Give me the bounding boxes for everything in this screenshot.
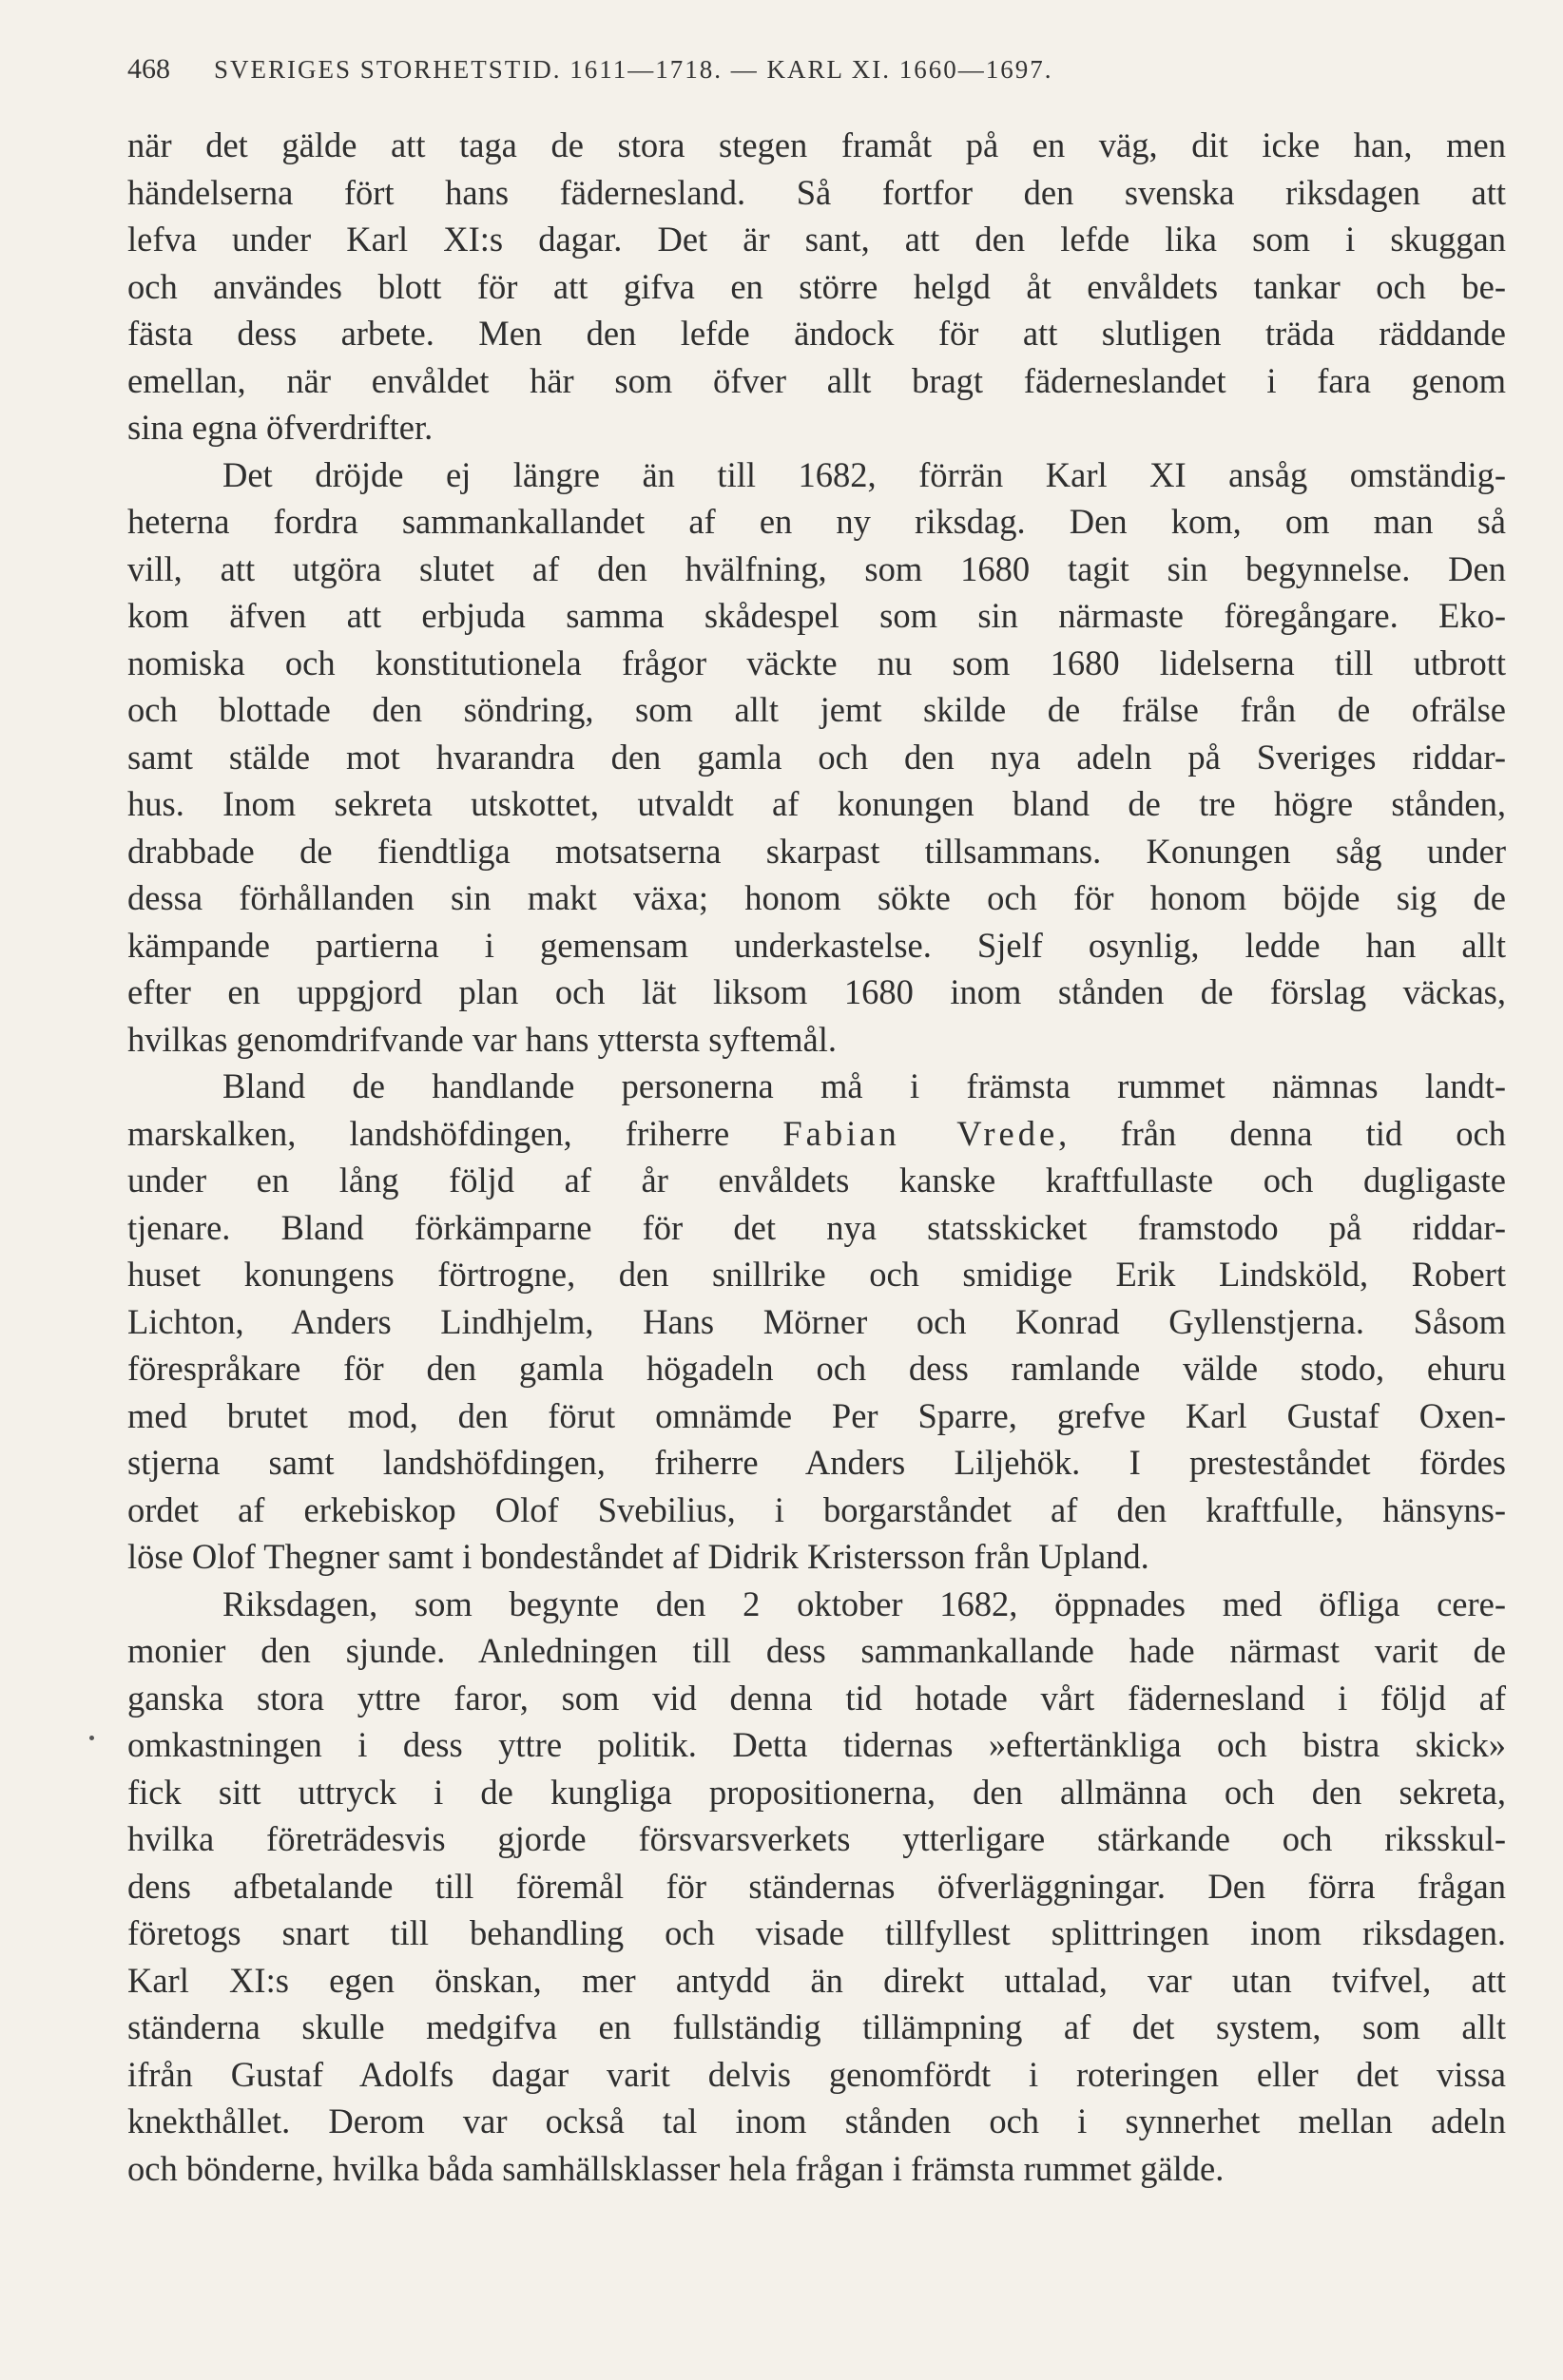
text-line: och bönderne, hvilka båda samhällsklasser hela frågan i främsta rummet gälde. <box>127 2148 1225 2188</box>
text-line: knekthållet. Derom var också tal inom stånden och i synnerhet mellan adeln <box>127 2102 1506 2140</box>
running-head <box>127 53 1458 86</box>
text-line: efter en uppgjord plan och lät liksom 1680 inom stånden de förslag väckas, <box>127 972 1506 1011</box>
text-line: hvilkas genomdrifvande var hans yttersta syftemål. <box>127 1019 838 1059</box>
page-number: 468 <box>127 53 170 85</box>
text-line: företogs snart till behandling och visade tillfyllest splittringen inom riksdagen. <box>127 1913 1506 1952</box>
margin-mark <box>89 1736 94 1740</box>
text-line: Karl XI:s egen önskan, mer antydd än direkt uttalad, var utan tvifvel, att <box>127 1960 1506 2000</box>
text-line: löse Olof Thegner samt i bondeståndet af Didrik Kristersson från Upland. <box>127 1537 1149 1576</box>
paragraph-4 <box>127 1581 1506 2193</box>
text-line-with-name <box>127 1110 1506 1158</box>
paragraph-3 <box>127 1063 1506 1581</box>
text-line: huset konungens förtrogne, den snillrike och smidige Erik Lindsköld, Robert <box>127 1255 1506 1294</box>
text-line: Lichton, Anders Lindhjelm, Hans Mörner och Konrad Gyllenstjerna. Såsom <box>127 1301 1506 1341</box>
body-text <box>127 122 1506 2192</box>
text-line: och användes blott för att gifva en större helgd åt envåldets tankar och be- <box>127 266 1506 306</box>
text-line: emellan, när envåldet här som öfver allt bragt fäderneslandet i fara genom <box>127 360 1506 400</box>
text-line: tjenare. Bland förkämparne för det nya statsskicket framstodo på riddar- <box>127 1207 1506 1247</box>
text-line: under en lång följd af år envåldets kanske kraftfullaste och dugligaste <box>127 1161 1506 1200</box>
spaced-name: Fabian Vrede <box>782 1113 1059 1153</box>
text-line: ordet af erkebiskop Olof Svebilius, i borgarståndet af den kraftfulle, hänsyns- <box>127 1489 1506 1529</box>
text-line: Bland de handlande personerna må i främsta rummet nämnas landt- <box>222 1066 1506 1105</box>
text-line: dessa förhållanden sin makt växa; honom sökte och för honom böjde sig de <box>127 878 1506 917</box>
text-line: stjerna samt landshöfdingen, friherre Anders Liljehök. I presteståndet fördes <box>127 1443 1506 1482</box>
text-line: kämpande partierna i gemensam underkastelse. Sjelf osynlig, ledde han allt <box>127 925 1506 965</box>
text-line: när det gälde att taga de stora stegen framåt på en väg, dit icke han, men <box>127 125 1506 164</box>
text-line: lefva under Karl XI:s dagar. Det är sant, att den lefde lika som i skuggan <box>127 220 1506 259</box>
text-fragment: marskalken, landshöfdingen, friherre <box>127 1113 783 1153</box>
text-line: ifrån Gustaf Adolfs dagar varit delvis genomfördt i roteringen eller det vissa <box>127 2054 1506 2094</box>
text-line: och blottade den söndring, som allt jemt skilde de frälse från de ofrälse <box>127 690 1506 729</box>
paragraph-2 <box>127 451 1506 1064</box>
text-line: förespråkare för den gamla högadeln och dess ramlande välde stodo, ehuru <box>127 1349 1506 1388</box>
text-line: hus. Inom sekreta utskottet, utvaldt af konungen bland de tre högre stånden, <box>127 784 1506 823</box>
text-line: fick sitt uttryck i de kungliga propositionerna, den allmänna och den sekreta, <box>127 1772 1506 1812</box>
text-line: nomiska och konstitutionela frågor väckte nu som 1680 lidelserna till utbrott <box>127 643 1506 682</box>
text-line: Riksdagen, som begynte den 2 oktober 1682, öppnades med öfliga cere- <box>222 1583 1506 1623</box>
text-line: händelserna fört hans fädernesland. Så fortfor den svenska riksdagen att <box>127 172 1506 212</box>
text-line: ständerna skulle medgifva en fullständig tillämpning af det system, som allt <box>127 2007 1506 2046</box>
text-line: dens afbetalande till föremål för ständernas öfverläggningar. Den förra frågan <box>127 1866 1506 1906</box>
text-line: sina egna öfverdrifter. <box>127 408 434 447</box>
running-title: SVERIGES STORHETSTID. 1611—1718. — KARL XI. 1660—1697. <box>214 55 1053 84</box>
text-line: fästa dess arbete. Men den lefde ändock för att slutligen träda räddande <box>127 314 1506 353</box>
text-line: samt stälde mot hvarandra den gamla och den nya adeln på Sveriges riddar- <box>127 737 1506 777</box>
paragraph-1 <box>127 122 1506 451</box>
text-line: Det dröjde ej längre än till 1682, förrän Karl XI ansåg omständig- <box>222 454 1506 494</box>
text-line: drabbade de fiendtliga motsatserna skarpast tillsammans. Konungen såg under <box>127 831 1506 871</box>
text-line: monier den sjunde. Anledningen till dess sammankallande hade närmast varit de <box>127 1631 1506 1670</box>
text-line: med brutet mod, den förut omnämde Per Sparre, grefve Karl Gustaf Oxen- <box>127 1395 1506 1435</box>
text-fragment: , från denna tid och <box>1058 1113 1506 1153</box>
text-line: kom äfven att erbjuda samma skådespel som sin närmaste föregångare. Eko- <box>127 596 1506 635</box>
text-line: heterna fordra sammankallandet af en ny riksdag. Den kom, om man så <box>127 502 1506 541</box>
text-line: vill, att utgöra slutet af den hvälfning, som 1680 tagit sin begynnelse. Den <box>127 548 1506 588</box>
text-line: omkastningen i dess yttre politik. Detta tidernas »eftertänkliga och bistra skick» <box>127 1725 1506 1764</box>
text-line: hvilka företrädesvis gjorde försvarsverkets ytterligare stärkande och riksskul- <box>127 1819 1506 1858</box>
text-line: ganska stora yttre faror, som vid denna tid hotade vårt fädernesland i följd af <box>127 1678 1506 1718</box>
